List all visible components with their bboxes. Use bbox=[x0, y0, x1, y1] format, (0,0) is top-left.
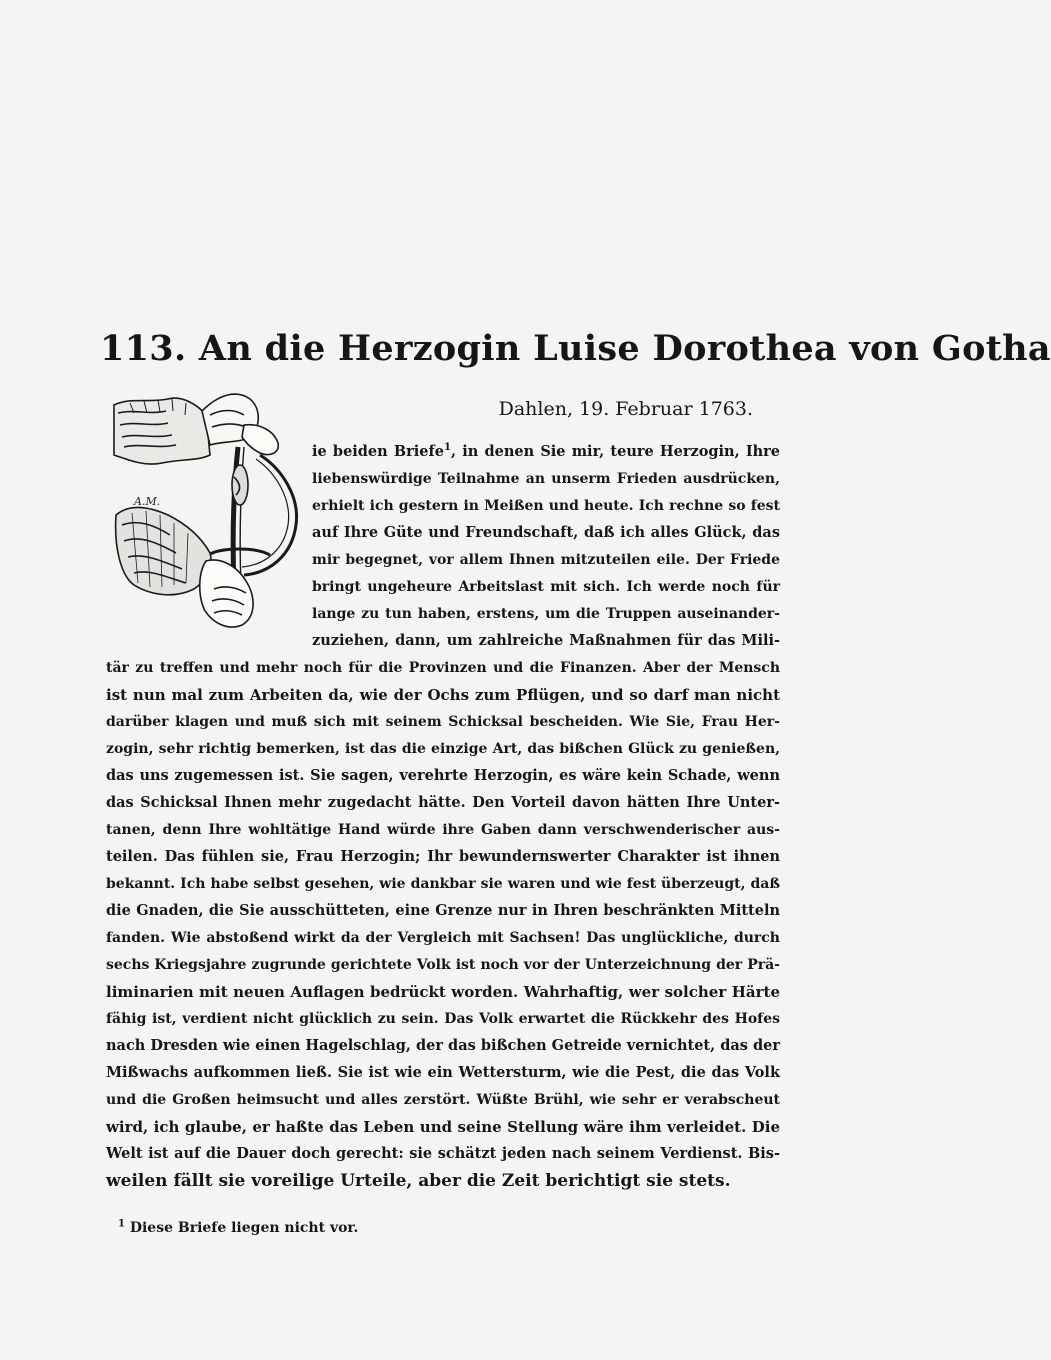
body-line: zuziehen, dann, um zahlreiche Maßnahmen für das Mili- bbox=[312, 632, 780, 649]
body-line: erhielt ich gestern in Meißen und heute. Ich rechne so fest bbox=[312, 498, 780, 514]
letter-title: 113. An die Herzogin Luise Dorothea von Gotha bbox=[100, 328, 1051, 369]
letter-first-line bbox=[312, 440, 780, 464]
first-line-continuation: , in denen Sie mir, teure Herzogin, Ihre bbox=[450, 443, 781, 460]
body-line: die Gnaden, die Sie ausschütteten, eine Grenze nur in Ihren beschränkten Mitteln bbox=[106, 902, 780, 919]
body-line: Welt ist auf die Dauer doch gerecht: sie schätzt jeden nach seinem Verdienst. Bis- bbox=[106, 1145, 780, 1162]
body-line: fähig ist, verdient nicht glücklich zu sein. Das Volk erwartet die Rückkehr des Hofes bbox=[106, 1011, 780, 1027]
body-line: nach Dresden wie einen Hagelschlag, der das bißchen Getreide vernichtet, das der bbox=[106, 1037, 780, 1054]
footnote-text: Diese Briefe liegen nicht vor. bbox=[129, 1220, 359, 1236]
body-line: bringt ungeheure Arbeitslast mit sich. Ich werde noch für bbox=[312, 579, 780, 595]
body-line: sechs Kriegsjahre zugrunde gerichtete Volk ist noch vor der Unterzeichnung der Prä- bbox=[106, 957, 780, 973]
body-line: tär zu treffen und mehr noch für die Provinzen und die Finanzen. Aber der Mensch bbox=[106, 660, 780, 676]
illustration-signature: A.M. bbox=[134, 495, 161, 508]
first-line-text: ie beiden Briefe bbox=[312, 443, 444, 460]
letter-dateline: Dahlen, 19. Februar 1763. bbox=[498, 398, 753, 420]
body-line-last: weilen fällt sie voreilige Urteile, aber die Zeit berichtigt sie stets. bbox=[106, 1171, 731, 1191]
body-line: liminarien mit neuen Auflagen bedrückt worden. Wahrhaftig, wer solcher Härte bbox=[106, 983, 780, 1001]
body-line: das uns zugemessen ist. Sie sagen, verehrte Herzogin, es wäre kein Schade, wenn bbox=[106, 767, 780, 784]
footnote-marker: 1 bbox=[118, 1218, 125, 1230]
body-line: lange zu tun haben, erstens, um die Truppen auseinander- bbox=[312, 606, 780, 622]
hand-with-sword-illustration bbox=[110, 385, 306, 635]
body-line: Mißwachs aufkommen ließ. Sie ist wie ein Wettersturm, wie die Pest, die das Volk bbox=[106, 1064, 780, 1081]
body-line: auf Ihre Güte und Freundschaft, daß ich alles Glück, das bbox=[312, 524, 780, 541]
body-line: und die Großen heimsucht und alles zerstört. Wüßte Brühl, wie sehr er verabscheut bbox=[106, 1092, 780, 1108]
body-line: bekannt. Ich habe selbst gesehen, wie dankbar sie waren und wie fest überzeugt, daß bbox=[106, 876, 780, 892]
body-line: zogin, sehr richtig bemerken, ist das die einzige Art, das bißchen Glück zu genießen, bbox=[106, 741, 780, 757]
body-line: tanen, denn Ihre wohltätige Hand würde ihre Gaben dann verschwenderischer aus- bbox=[106, 822, 780, 838]
body-line: mir begegnet, vor allem Ihnen mitzuteilen eile. Der Friede bbox=[312, 552, 780, 568]
footnote-reference: 1 bbox=[444, 442, 451, 454]
body-line: fanden. Wie abstoßend wirkt da der Vergleich mit Sachsen! Das unglückliche, durch bbox=[106, 930, 780, 946]
body-line: darüber klagen und muß sich mit seinem Schicksal bescheiden. Wie Sie, Frau Her- bbox=[106, 714, 780, 730]
body-line: teilen. Das fühlen sie, Frau Herzogin; Ihr bewundernswerter Charakter ist ihnen bbox=[106, 848, 780, 865]
body-line: ist nun mal zum Arbeiten da, wie der Ochs zum Pflügen, und so darf man nicht bbox=[106, 686, 780, 704]
footnote bbox=[118, 1220, 358, 1236]
body-line: liebenswürdige Teilnahme an unserm Frieden ausdrücken, bbox=[312, 471, 780, 487]
body-line: wird, ich glaube, er haßte das Leben und seine Stellung wäre ihm verleidet. Die bbox=[106, 1118, 780, 1136]
body-line: das Schicksal Ihnen mehr zugedacht hätte. Den Vorteil davon hätten Ihre Unter- bbox=[106, 794, 780, 811]
